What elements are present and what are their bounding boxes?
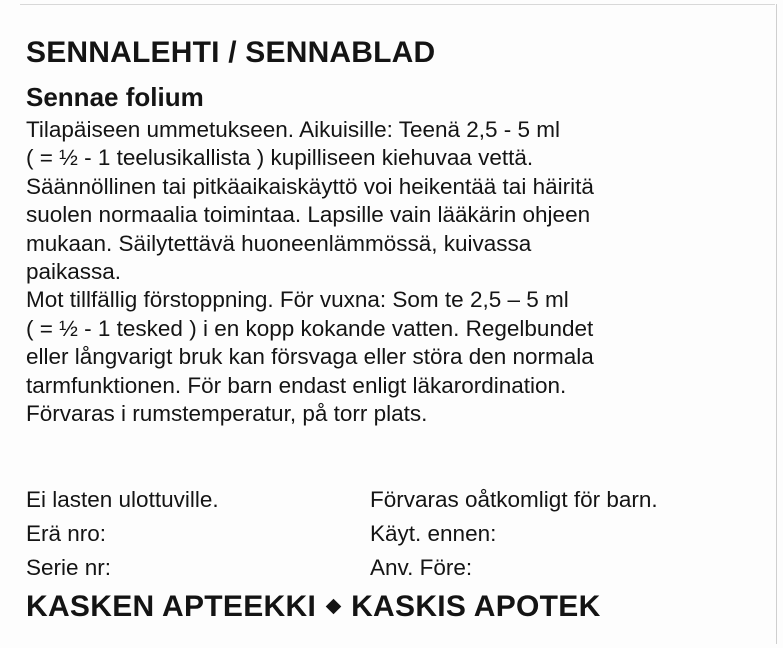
- finnish-instruction-line: Säännöllinen tai pitkäaikaiskäyttö voi heikentää tai häiritä: [26, 173, 594, 199]
- swedish-instruction-line: Förvaras i rumstemperatur, på torr plats.: [26, 401, 428, 427]
- finnish-instruction-line: Tilapäiseen ummetukseen. Aikuisille: Teenä 2,5 - 5 ml: [26, 117, 561, 142]
- label-edge-top: [20, 4, 775, 5]
- swedish-instruction-line: ( = ½ - 1 tesked ) i en kopp kokande vatten. Regelbundet: [26, 315, 594, 341]
- swedish-instruction-line: eller långvarigt bruk kan försvaga eller störa den normala: [26, 344, 594, 370]
- swedish-instruction-line: tarmfunktionen. För barn endast enligt läkarordination.: [26, 372, 567, 398]
- product-latin-name: Sennae folium: [26, 82, 204, 112]
- pharmacy-name-fi: KASKEN APTEEKKI: [26, 590, 317, 623]
- swedish-instruction-line: Mot tillfällig förstoppning. För vuxna: Som te 2,5 – 5 ml: [26, 287, 569, 313]
- finnish-instruction-line: paikassa.: [26, 259, 122, 285]
- product-title: SENNALEHTI / SENNABLAD: [26, 36, 436, 69]
- expiry-label-sv: Anv. Före:: [370, 555, 473, 580]
- label-edge-right: [776, 4, 777, 644]
- finnish-instruction-line: suolen normaalia toimintaa. Lapsille vain lääkärin ohjeen: [26, 202, 591, 228]
- series-number-label: Serie nr:: [26, 555, 112, 580]
- expiry-label-fi: Käyt. ennen:: [370, 521, 497, 546]
- finnish-instruction-line: mukaan. Säilytettävä huoneenlämmössä, kuivassa: [26, 230, 532, 256]
- finnish-instruction-line: ( = ½ - 1 teelusikallista ) kupilliseen kiehuvaa vettä.: [26, 145, 534, 171]
- storage-warning-sv: Förvaras oåtkomligt för barn.: [370, 487, 658, 512]
- pharmacy-name: [26, 590, 601, 624]
- diamond-icon: [326, 598, 342, 614]
- pharmacy-name-sv: KASKIS APOTEK: [351, 590, 601, 623]
- batch-number-label: Erä nro:: [26, 521, 107, 546]
- instructions-text: [26, 116, 766, 428]
- storage-warning-fi: Ei lasten ulottuville.: [26, 487, 219, 512]
